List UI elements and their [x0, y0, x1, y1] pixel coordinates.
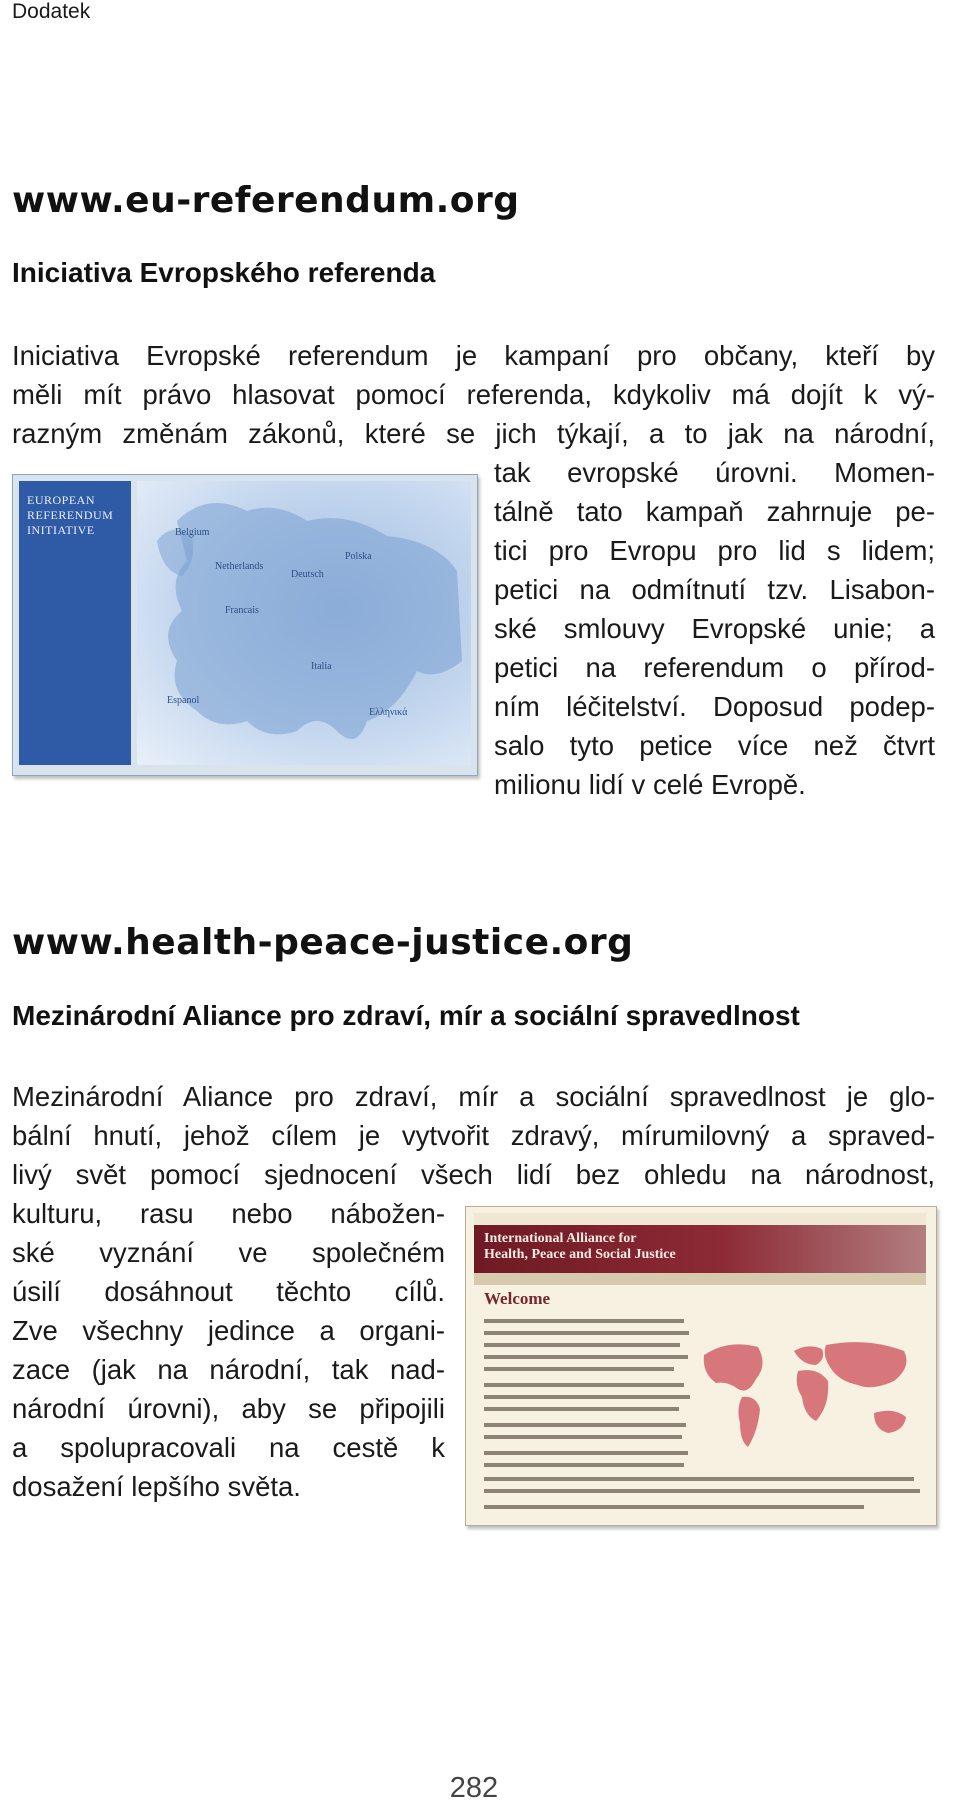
- paragraph-line: Mezinárodní Aliance pro zdraví, mír a sociální spravedlnost je glo-: [12, 1081, 935, 1112]
- paragraph-line: kulturu, rasu nebo nábožen-: [12, 1198, 445, 1229]
- europe-map-shape: [137, 481, 471, 765]
- screenshot-text-line: [484, 1477, 914, 1481]
- paragraph-line: měli mít právo hlasovat pomocí referenda, kdykoliv má dojít k vý-: [12, 379, 935, 410]
- map-label: Italia: [311, 661, 332, 672]
- paragraph-line: zace (jak na národní, tak nad-: [12, 1354, 445, 1385]
- screenshot-banner: [474, 1225, 926, 1273]
- screenshot-text-line: [484, 1505, 864, 1509]
- screenshot-text-line: [484, 1463, 684, 1467]
- paragraph-line: dosažení lepšího světa.: [12, 1471, 301, 1502]
- paragraph-line: livý svět pomocí sjednocení všech lidí bez ohledu na národnost,: [12, 1159, 935, 1190]
- screenshot-text-line: [484, 1407, 679, 1411]
- screenshot-text-line: [484, 1331, 689, 1335]
- paragraph-line: ské smlouvy Evropské unie; a: [494, 613, 935, 644]
- section2-paragraph-wrap: [12, 1194, 445, 1506]
- section2-paragraph-full: [12, 1077, 935, 1194]
- paragraph-line: bální hnutí, jehož cílem je vytvořit zdravý, mírumilovný a spraved-: [12, 1120, 935, 1151]
- screenshot-text-line: [484, 1451, 688, 1455]
- paragraph-line: Zve všechny jedince a organi-: [12, 1315, 445, 1346]
- screenshot-text-line: [484, 1435, 682, 1439]
- map-label: Francais: [225, 605, 259, 616]
- screenshot-sidebar: [19, 481, 131, 765]
- paragraph-line: petici na referendum o přírod-: [494, 652, 935, 683]
- section1-paragraph-wrap: [494, 453, 935, 804]
- paragraph-line: tici pro Evropu pro lid s lidem;: [494, 535, 935, 566]
- paragraph-line: petici na odmítnutí tzv. Lisabon-: [494, 574, 935, 605]
- map-label: Espanol: [167, 695, 200, 706]
- screenshot-text-line: [484, 1319, 684, 1323]
- map-label: Deutsch: [291, 569, 324, 580]
- europe-map: [137, 481, 471, 765]
- paragraph-line: salo tyto petice více než čtvrt: [494, 730, 935, 761]
- paragraph-line: Iniciativa Evropské referendum je kampaní pro občany, kteří by: [12, 340, 935, 371]
- screenshot-banner-title: International Alliance for Health, Peace and Social Justice: [484, 1231, 676, 1262]
- map-label: Ελληνικά: [369, 707, 408, 718]
- screenshot-text-line: [484, 1355, 688, 1359]
- map-label: Netherlands: [215, 561, 264, 572]
- eu-referendum-screenshot: [12, 474, 478, 776]
- running-head: Dodatek: [12, 0, 91, 23]
- paragraph-line: milionu lidí v celé Evropě.: [494, 769, 806, 800]
- paragraph-line: tak evropské úrovni. Momen-: [494, 457, 935, 488]
- paragraph-line: ním léčitelství. Doposud podep-: [494, 691, 935, 722]
- screenshot-logo-text: EUROPEAN REFERENDUM INITIATIVE: [27, 493, 114, 537]
- screenshot-navbar: [474, 1273, 926, 1285]
- section2-subtitle: Mezinárodní Aliance pro zdraví, mír a sociální spravedlnost: [12, 1000, 800, 1031]
- section1-subtitle: Iniciativa Evropského referenda: [12, 257, 436, 288]
- paragraph-line: úsilí dosáhnout těchto cílů.: [12, 1276, 445, 1307]
- map-label: Polska: [345, 551, 372, 562]
- section2-url: www.health-peace-justice.org: [12, 922, 634, 963]
- screenshot-text-line: [484, 1383, 684, 1387]
- section1-url: www.eu-referendum.org: [12, 180, 520, 221]
- screenshot-text-line: [484, 1367, 674, 1371]
- world-map-graphic: [698, 1335, 920, 1455]
- paragraph-line: národní úrovni), aby se připojili: [12, 1393, 445, 1424]
- screenshot-text-line: [484, 1395, 690, 1399]
- screenshot-welcome-heading: Welcome: [484, 1289, 551, 1308]
- health-peace-justice-screenshot: [465, 1206, 937, 1526]
- screenshot-topstrip: [474, 1213, 926, 1225]
- paragraph-line: a spolupracovali na cestě k: [12, 1432, 445, 1463]
- page-number: 282: [449, 1772, 499, 1804]
- screenshot-text-line: [484, 1423, 686, 1427]
- paragraph-line: tálně tato kampaň zahrnuje pe-: [494, 496, 935, 527]
- paragraph-line: ské vyznání ve společném: [12, 1237, 445, 1268]
- screenshot-text-line: [484, 1489, 920, 1493]
- paragraph-line: razným změnám zákonů, které se jich týkají, a to jak na národní,: [12, 418, 935, 449]
- screenshot-text-line: [484, 1343, 680, 1347]
- map-label: Belgium: [175, 527, 210, 538]
- section1-paragraph-full: [12, 336, 935, 453]
